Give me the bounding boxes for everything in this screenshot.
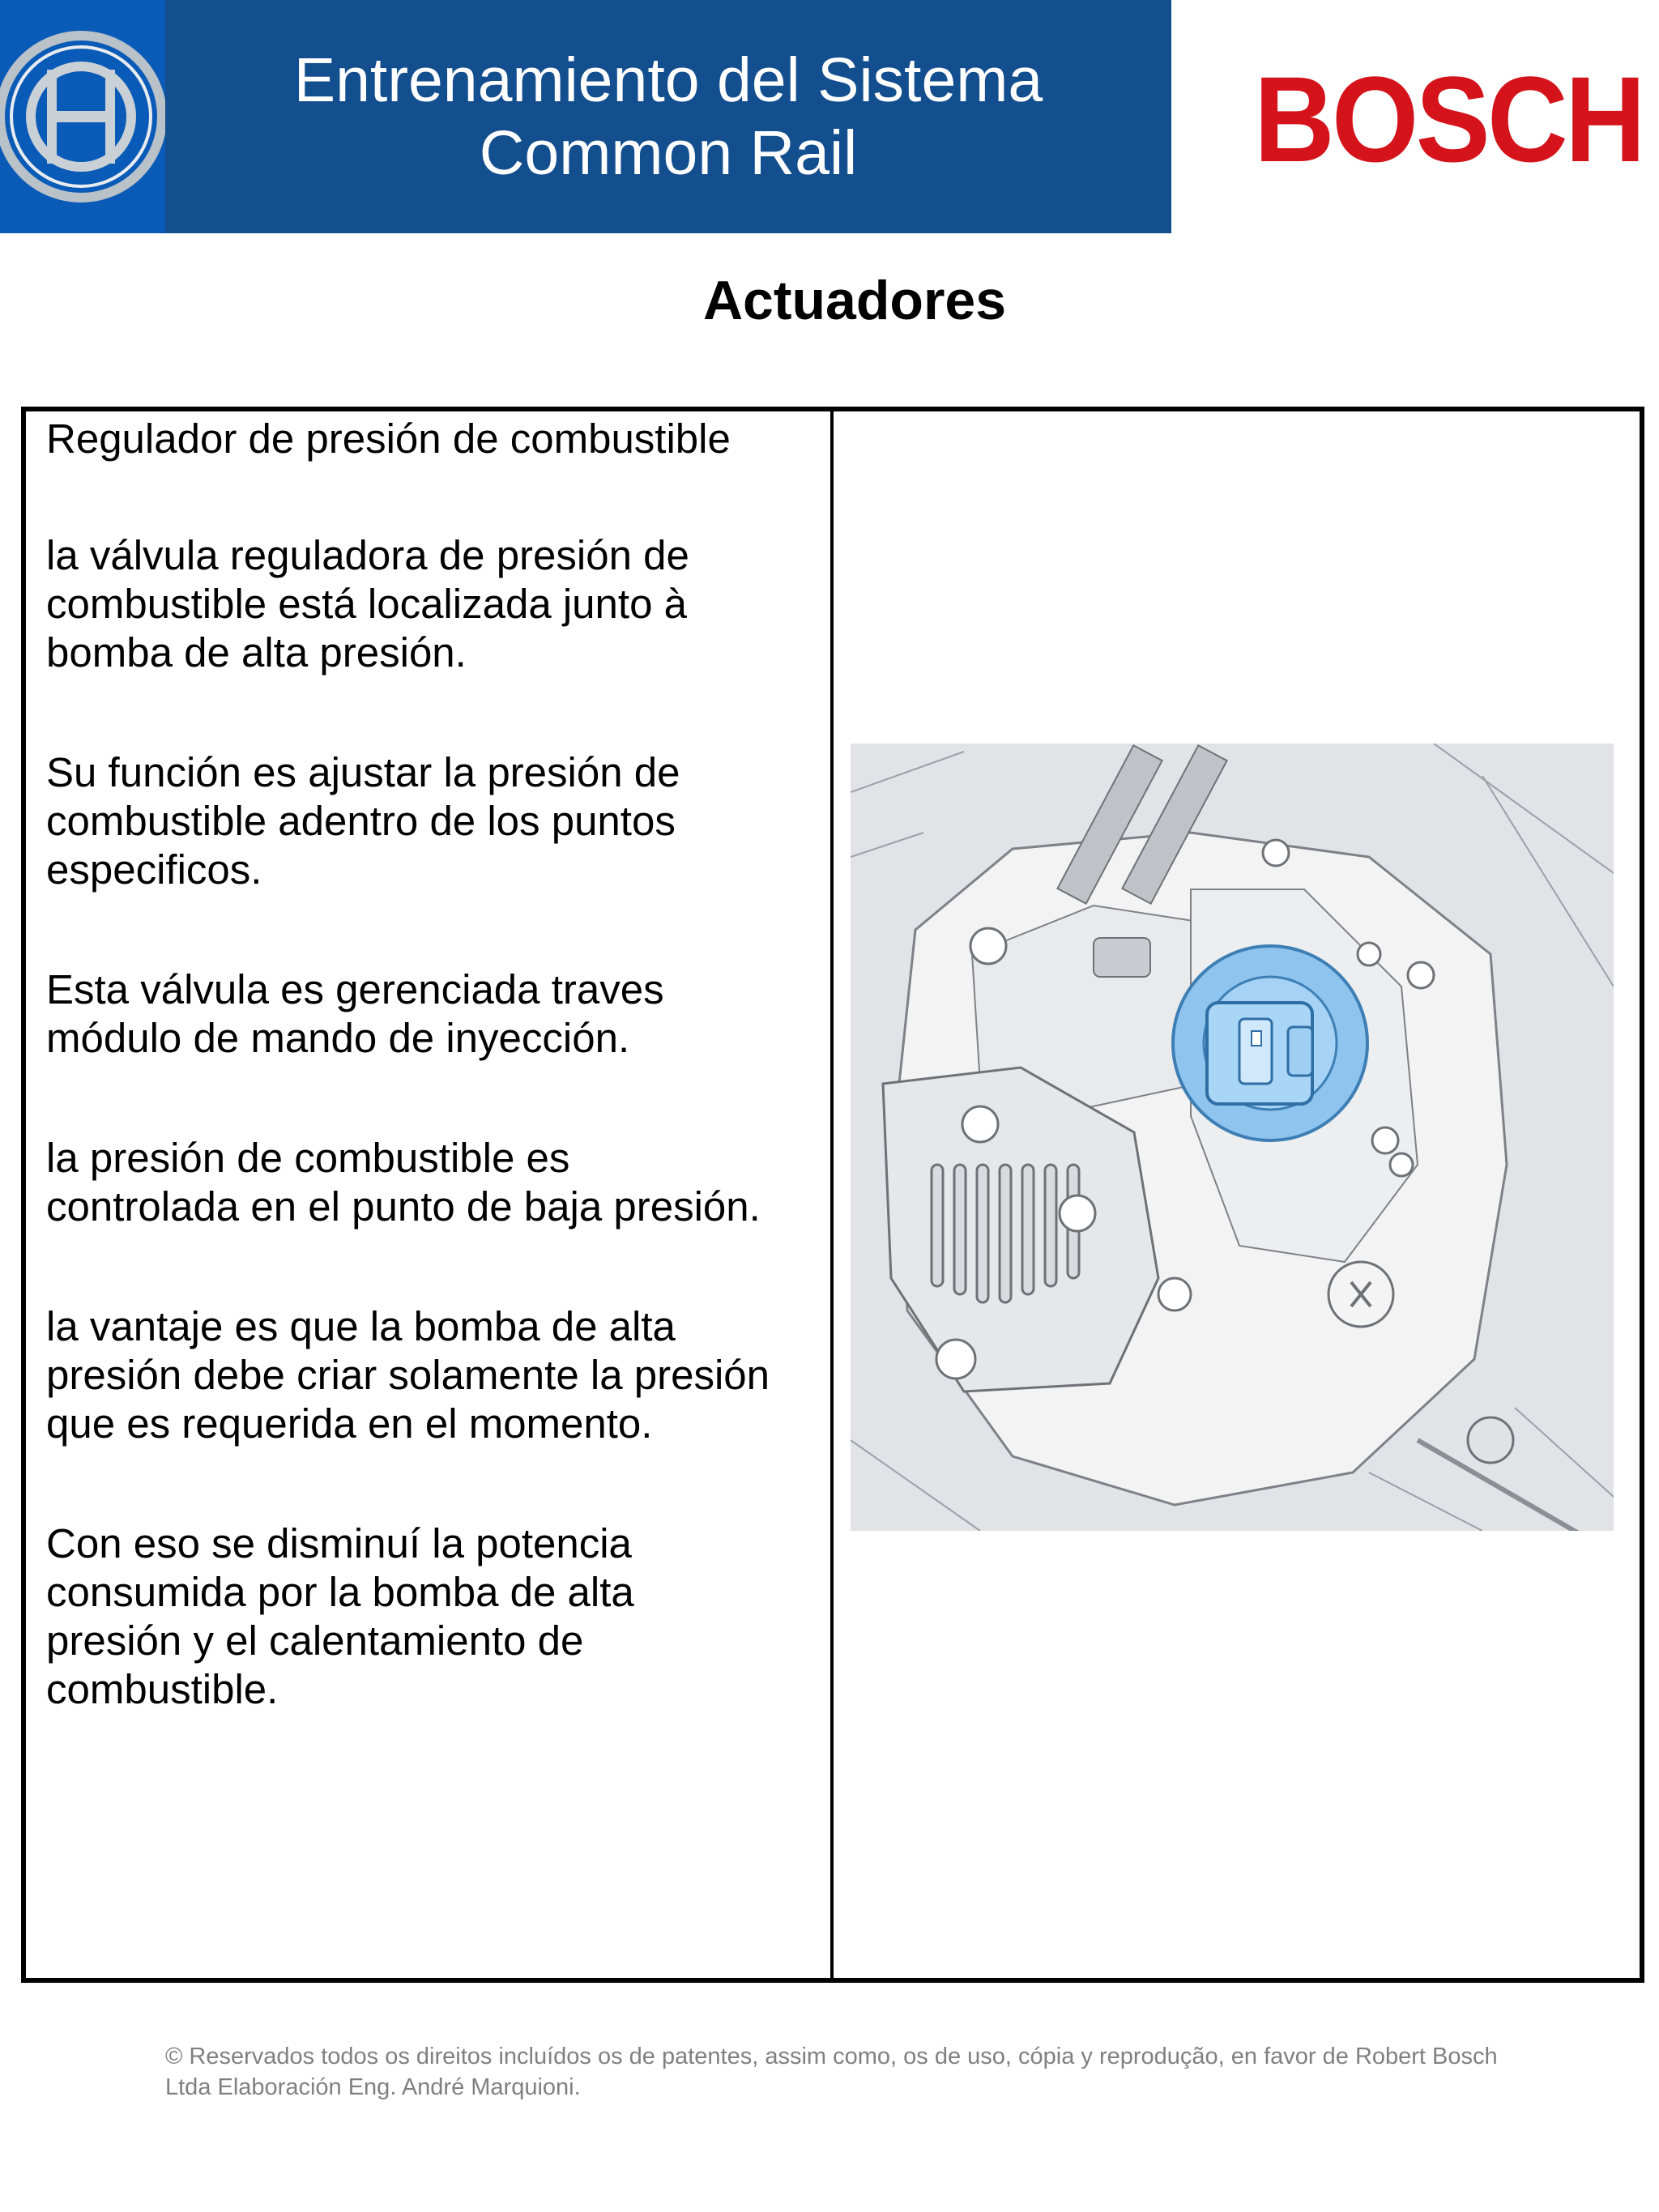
header-title-line2: Common Rail — [479, 118, 858, 188]
header-title-line1: Entrenamiento del Sistema — [293, 45, 1043, 115]
header-title — [165, 0, 1171, 233]
body-paragraph: Con eso se disminuí la potencia consumida por la bomba de alta presión y el calentamiento de combustible. — [46, 1520, 634, 1712]
body-paragraph: Su función es ajustar la presión de combustible adentro de los puntos especificos. — [46, 749, 680, 893]
bosch-armature-logo-icon — [0, 0, 165, 233]
section-title: Actuadores — [702, 270, 1007, 331]
high-pressure-pump-illustration-icon — [851, 744, 1614, 1531]
bosch-wordmark: BOSCH — [1254, 51, 1643, 187]
body-paragraph: Esta válvula es gerenciada traves módulo de mando de inyección. — [46, 966, 664, 1061]
body-paragraph: la presión de combustible es controlada en el punto de baja presión. — [46, 1135, 761, 1230]
column-divider — [830, 407, 834, 1983]
body-paragraph: la válvula reguladora de presión de combustible está localizada junto à bomba de alta presión. — [46, 532, 689, 676]
pump-illustration — [851, 744, 1614, 1531]
copyright-footer: © Reservados todos os direitos incluídos os de patentes, assim como, os de uso, cópia y reprodução, en favor de Robert Bosch Ltda Elaboración Eng. André Marquioni. — [165, 2044, 1498, 2100]
text-column — [46, 415, 824, 1714]
body-heading: Regulador de presión de combustible — [46, 416, 731, 462]
body-paragraph: la vantaje es que la bomba de alta presión debe criar solamente la presión que es requerida en el momento. — [46, 1303, 770, 1447]
